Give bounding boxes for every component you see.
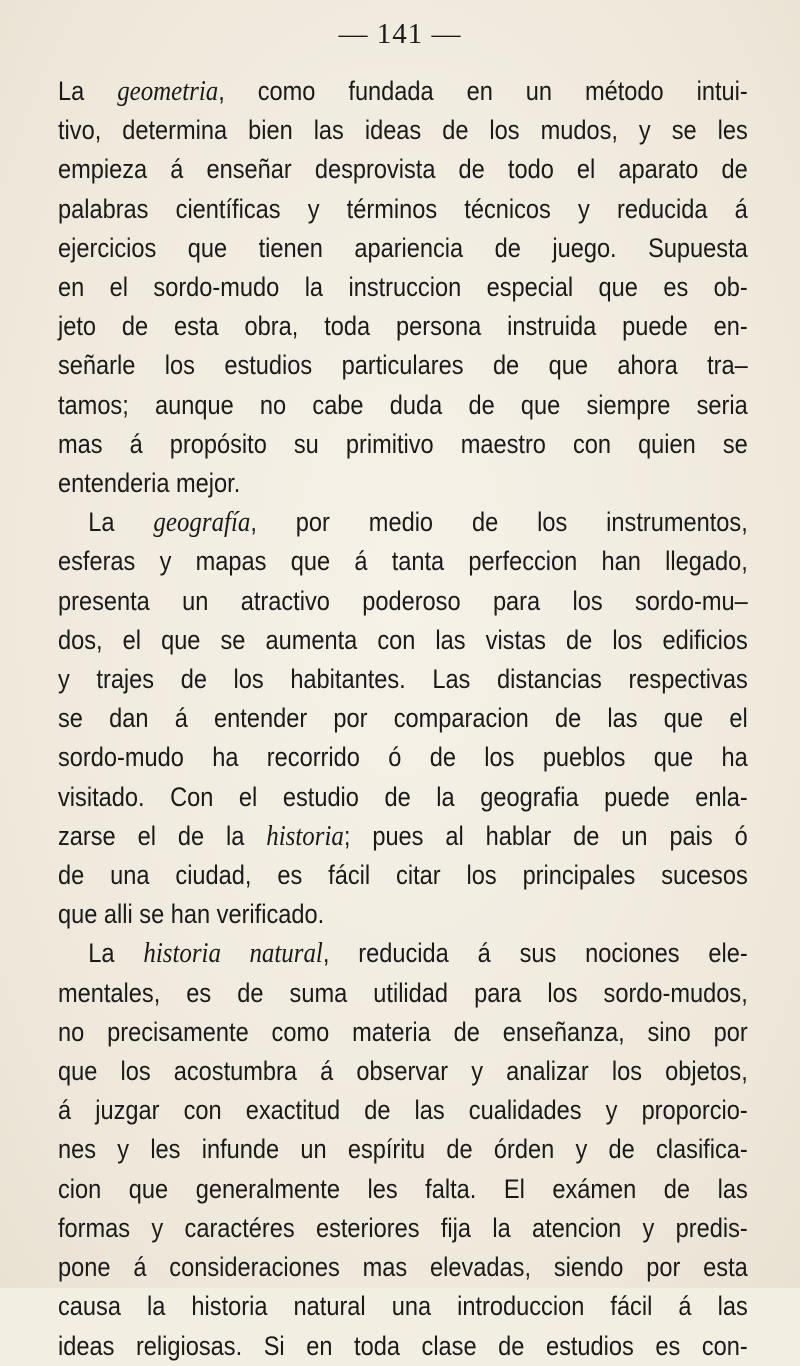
text-line: que los acostumbra á observar y analizar los objetos, (58, 1056, 748, 1087)
text-line: nes y les infunde un espíritu de órden y de clasifica- (58, 1134, 748, 1165)
text-line: ejercicios que tienen apariencia de juego. Supuesta (58, 232, 748, 263)
text-line: visitado. Con el estudio de la geografia puede enla- (58, 781, 748, 812)
page-number: — 141 — (338, 18, 462, 50)
text-line: se dan á entender por comparacion de las que el (58, 703, 748, 734)
text-line: La geografía, por medio de los instrumentos, (88, 507, 748, 539)
emphasis-historia: historia (266, 820, 344, 852)
text-line: causa la historia natural una introduccion fácil á las (58, 1291, 748, 1322)
text-line: que alli se han verificado. (58, 899, 325, 930)
text-line: ideas religiosas. Si en toda clase de estudios es con- (58, 1330, 748, 1361)
body-text (58, 72, 748, 1366)
text-line: tamos; aunque no cabe duda de que siempre seria (58, 389, 748, 420)
text-line: empieza á enseñar desprovista de todo el aparato de (58, 154, 748, 185)
text-line: cion que generalmente les falta. El exámen de las (58, 1173, 748, 1204)
text-line: de una ciudad, es fácil citar los principales sucesos (58, 860, 748, 891)
emphasis-geometria: geometria (117, 76, 219, 107)
text-line: palabras científicas y términos técnicos y reducida á (58, 193, 748, 224)
text-line: sordo-mudo ha recorrido ó de los pueblos que ha (58, 742, 748, 773)
text-line: no precisamente como materia de enseñanza, sino por (58, 1016, 748, 1047)
text-line: La geometria, como fundada en un método intui- (58, 76, 748, 107)
emphasis-geografia: geografía (153, 507, 251, 539)
emphasis-historia-natural: historia natural (143, 938, 323, 970)
text-line: mas á propósito su primitivo maestro con quien se (58, 428, 748, 459)
text-line: tivo, determina bien las ideas de los mudos, y se les (58, 115, 748, 146)
text-line: formas y caractéres esteriores fija la atencion y predis- (58, 1212, 748, 1243)
text-line: zarse el de la historia; pues al hablar de un pais ó (58, 820, 748, 852)
text-line: mentales, es de suma utilidad para los sordo-mudos, (58, 977, 748, 1008)
text-line: señarle los estudios particulares de que ahora tra– (58, 350, 748, 381)
text-line: en el sordo-mudo la instruccion especial que es ob- (58, 272, 748, 303)
text-line: pone á consideraciones mas elevadas, siendo por esta (58, 1252, 748, 1283)
text-line: jeto de esta obra, toda persona instruida puede en- (58, 311, 748, 342)
text-line: á juzgar con exactitud de las cualidades y proporcio- (58, 1095, 748, 1126)
text-line: y trajes de los habitantes. Las distancias respectivas (58, 664, 748, 695)
text-line: dos, el que se aumenta con las vistas de los edificios (58, 624, 748, 655)
text-line: esferas y mapas que á tanta perfeccion han llegado, (58, 546, 748, 577)
text-line: presenta un atractivo poderoso para los sordo-mu– (58, 585, 748, 616)
text-line: La historia natural, reducida á sus nociones ele- (88, 938, 748, 970)
text-line: entenderia mejor. (58, 468, 241, 499)
